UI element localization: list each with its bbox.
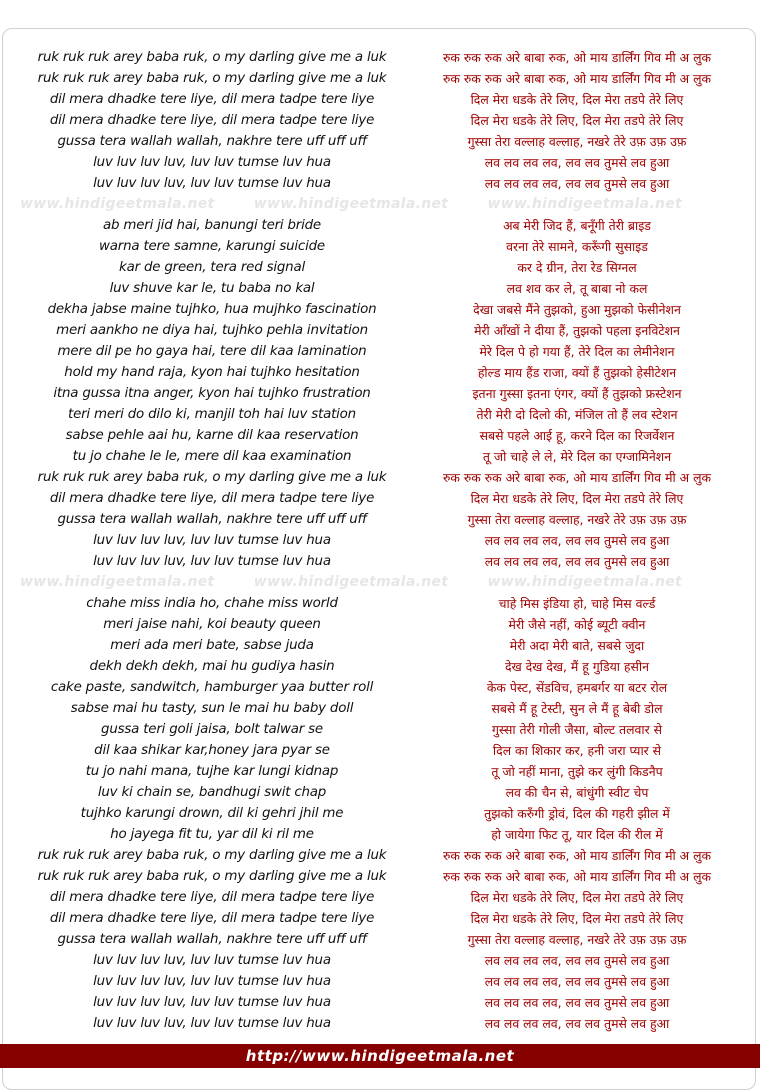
watermark-text: www.hindigeetmala.net <box>20 196 215 212</box>
watermark-text: www.hindigeetmala.net <box>253 196 449 212</box>
roman-lyric-line: tujhko karungi drown, dil ki gehri jhil me <box>80 806 344 821</box>
roman-lyric-line: kar de green, tera red signal <box>119 260 305 275</box>
hindi-lyric-line: मेरी जैसे नहीं, कोई ब्यूटी क्वीन <box>508 617 646 632</box>
hindi-lyric-line: लव की चैन से, बांधुंगी स्वीट चेप <box>505 785 649 800</box>
hindi-lyric-line: गुस्सा तेरा वल्लाह वल्लाह, नखरे तेरे उफ़ उफ़ उफ़ <box>467 134 687 149</box>
footer-url-link[interactable]: http://www.hindigeetmala.net <box>245 1047 515 1065</box>
roman-lyric-line: ab meri jid hai, banungi teri bride <box>103 218 321 233</box>
roman-lyric-line: ruk ruk ruk arey baba ruk, o my darling give me a luk <box>37 71 387 86</box>
hindi-lyric-line: लव लव लव लव, लव लव तुमसे लव हुआ <box>484 176 670 191</box>
hindi-lyric-line: दिल का शिकार कर, हनी जरा प्यार से <box>492 743 662 758</box>
hindi-lyric-line: रुक रुक रुक अरे बाबा रुक, ओ माय डार्लिंग गिव मी अ लुक <box>443 470 711 485</box>
hindi-lyric-line: रुक रुक रुक अरे बाबा रुक, ओ माय डार्लिंग गिव मी अ लुक <box>443 869 711 884</box>
roman-lyric-line: dil mera dhadke tere liye, dil mera tadpe tere liye <box>49 911 375 926</box>
hindi-lyric-line: लव लव लव लव, लव लव तुमसे लव हुआ <box>484 155 670 170</box>
hindi-lyric-line: दिल मेरा धडके तेरे लिए, दिल मेरा तडपे तेरे लिए <box>470 113 684 128</box>
watermark-text: www.hindigeetmala.net <box>20 574 215 590</box>
roman-lyric-line: ruk ruk ruk arey baba ruk, o my darling give me a luk <box>37 869 387 884</box>
roman-lyric-line: gussa tera wallah wallah, nakhre tere uff uff uff <box>57 512 367 527</box>
roman-lyric-line: dil mera dhadke tere liye, dil mera tadpe tere liye <box>49 890 375 905</box>
hindi-lyric-line: हो जायेगा फिट तू, यार दिल की रील में <box>491 827 663 842</box>
hindi-lyric-line: रुक रुक रुक अरे बाबा रुक, ओ माय डार्लिंग गिव मी अ लुक <box>443 848 711 863</box>
hindi-lyric-line: मेरे दिल पे हो गया हैं, तेरे दिल का लेमीनेशन <box>479 344 675 359</box>
roman-lyric-line: luv luv luv luv, luv luv tumse luv hua <box>93 176 331 191</box>
footer-url-bar[interactable] <box>0 1044 760 1068</box>
roman-lyric-line: dil mera dhadke tere liye, dil mera tadpe tere liye <box>49 491 375 506</box>
roman-lyric-line: cake paste, sandwitch, hamburger yaa butter roll <box>50 680 374 695</box>
hindi-lyric-line: मेरी आँखों ने दीया हैं, तुझको पहला इनविटेशन <box>474 323 680 338</box>
hindi-lyric-line: लव लव लव लव, लव लव तुमसे लव हुआ <box>484 533 670 548</box>
stanza-gap <box>403 572 751 593</box>
roman-lyric-line: luv luv luv luv, luv luv tumse luv hua <box>93 953 331 968</box>
roman-lyric-line: dekha jabse maine tujhko, hua mujhko fascination <box>47 302 377 317</box>
roman-lyric-line: tu jo nahi mana, tujhe kar lungi kidnap <box>85 764 339 779</box>
stanza-gap <box>28 194 396 215</box>
roman-lyric-line: ruk ruk ruk arey baba ruk, o my darling give me a luk <box>37 848 387 863</box>
hindi-lyric-line: रुक रुक रुक अरे बाबा रुक, ओ माय डार्लिंग गिव मी अ लुक <box>443 50 711 65</box>
roman-lyric-line: ho jayega fit tu, yar dil ki ril me <box>110 827 314 842</box>
hindi-lyric-line: इतना गुस्सा इतना एंगर, क्यों हैं तुझको फ्रस्टेशन <box>472 386 682 401</box>
hindi-lyric-line: मेरी अदा मेरी बाते, सबसे जुदा <box>509 638 645 653</box>
hindi-lyric-line: चाहे मिस इंडिया हो, चाहे मिस वर्ल्ड <box>498 596 656 611</box>
hindi-lyric-line: तुझको करुँगी ड्रोवं, दिल की गहरी झील में <box>484 806 670 821</box>
roman-lyric-line: luv luv luv luv, luv luv tumse luv hua <box>93 995 331 1010</box>
roman-lyric-line: luv ki chain se, bandhugi swit chap <box>97 785 327 800</box>
hindi-lyric-line: तू जो नहीं माना, तुझे कर लुंगी किडनैप <box>491 764 663 779</box>
stanza-gap <box>28 572 396 593</box>
roman-lyric-line: meri jaise nahi, koi beauty queen <box>103 617 321 632</box>
hindi-lyric-line: दिल मेरा धडके तेरे लिए, दिल मेरा तडपे तेरे लिए <box>470 491 684 506</box>
roman-lyric-line: luv luv luv luv, luv luv tumse luv hua <box>93 533 331 548</box>
hindi-lyric-line: देखा जबसे मैंने तुझको, हुआ मुझको फेसीनेशन <box>473 302 681 317</box>
hindi-lyric-line: सबसे मैं हू टेस्टी, सुन ले मैं हू बेबी डोल <box>491 701 663 716</box>
roman-lyric-line: sabse pehle aai hu, karne dil kaa reservation <box>65 428 359 443</box>
roman-lyric-line: meri ada meri bate, sabse juda <box>110 638 314 653</box>
roman-lyric-line: gussa tera wallah wallah, nakhre tere uff uff uff <box>57 932 367 947</box>
roman-lyric-line: dil kaa shikar kar,honey jara pyar se <box>94 743 330 758</box>
hindi-lyric-line: केक पेस्ट, सेंडविच, हमबर्गर या बटर रोल <box>486 680 668 695</box>
roman-lyric-line: warna tere samne, karungi suicide <box>99 239 325 254</box>
hindi-lyric-line: लव लव लव लव, लव लव तुमसे लव हुआ <box>484 554 670 569</box>
hindi-lyric-line: लव लव लव लव, लव लव तुमसे लव हुआ <box>484 974 670 989</box>
watermark-text: www.hindigeetmala.net <box>487 196 683 212</box>
hindi-lyric-line: अब मेरी जिद हैं, बनूँगी तेरी ब्राइड <box>503 218 651 233</box>
hindi-lyric-line: लव लव लव लव, लव लव तुमसे लव हुआ <box>484 953 670 968</box>
roman-lyric-line: tu jo chahe le le, mere dil kaa examination <box>72 449 352 464</box>
hindi-lyric-line: होल्ड माय हैंड राजा, क्यों हैं तुझको हेसीटेशन <box>477 365 677 380</box>
roman-lyric-line: sabse mai hu tasty, sun le mai hu baby doll <box>70 701 354 716</box>
roman-lyric-line: dil mera dhadke tere liye, dil mera tadpe tere liye <box>49 92 375 107</box>
roman-lyric-line: itna gussa itna anger, kyon hai tujhko frustration <box>53 386 371 401</box>
hindi-lyric-line: तू जो चाहे ले ले, मेरे दिल का एग्जामिनेशन <box>482 449 672 464</box>
roman-lyric-line: chahe miss india ho, chahe miss world <box>86 596 338 611</box>
roman-lyric-line: gussa teri goli jaisa, bolt talwar se <box>101 722 323 737</box>
hindi-lyric-line: दिल मेरा धडके तेरे लिए, दिल मेरा तडपे तेरे लिए <box>470 911 684 926</box>
hindi-lyric-line: वरना तेरे सामने, करूँगी सुसाइड <box>506 239 648 254</box>
hindi-lyric-line: लव लव लव लव, लव लव तुमसे लव हुआ <box>484 1016 670 1031</box>
roman-lyric-line: luv luv luv luv, luv luv tumse luv hua <box>93 554 331 569</box>
watermark-text: www.hindigeetmala.net <box>487 574 683 590</box>
hindi-lyric-line: दिल मेरा धडके तेरे लिए, दिल मेरा तडपे तेरे लिए <box>470 92 684 107</box>
roman-lyric-line: luv luv luv luv, luv luv tumse luv hua <box>93 1016 331 1031</box>
roman-lyric-line: mere dil pe ho gaya hai, tere dil kaa lamination <box>57 344 367 359</box>
watermark-text: www.hindigeetmala.net <box>253 574 449 590</box>
roman-lyric-line: gussa tera wallah wallah, nakhre tere uff uff uff <box>57 134 367 149</box>
roman-lyric-line: dekh dekh dekh, mai hu gudiya hasin <box>89 659 335 674</box>
roman-lyric-line: luv shuve kar le, tu baba no kal <box>109 281 315 296</box>
hindi-lyric-line: गुस्सा तेरा वल्लाह वल्लाह, नखरे तेरे उफ़ उफ़ उफ़ <box>467 512 687 527</box>
roman-lyric-line: luv luv luv luv, luv luv tumse luv hua <box>93 974 331 989</box>
hindi-lyric-line: कर दे ग्रीन, तेरा रेड सिग्नल <box>517 260 637 275</box>
hindi-lyric-line: गुस्सा तेरा वल्लाह वल्लाह, नखरे तेरे उफ़ उफ़ उफ़ <box>467 932 687 947</box>
hindi-lyric-line: दिल मेरा धडके तेरे लिए, दिल मेरा तडपे तेरे लिए <box>470 890 684 905</box>
hindi-lyric-line: रुक रुक रुक अरे बाबा रुक, ओ माय डार्लिंग गिव मी अ लुक <box>443 71 711 86</box>
hindi-lyric-line: सबसे पहले आई हू, करने दिल का रिजर्वेशन <box>479 428 675 443</box>
roman-lyric-line: meri aankho ne diya hai, tujhko pehla invitation <box>56 323 368 338</box>
roman-lyric-line: teri meri do dilo ki, manjil toh hai luv station <box>68 407 356 422</box>
stanza-gap <box>403 194 751 215</box>
hindi-lyric-line: देख देख देख, मैं हू गुडिया हसीन <box>505 659 649 674</box>
hindi-lyric-line: तेरी मेरी दो दिलो की, मंजिल तो हैं लव स्टेशन <box>476 407 678 422</box>
roman-lyrics-column <box>28 47 396 1034</box>
roman-lyric-line: ruk ruk ruk arey baba ruk, o my darling give me a luk <box>37 470 387 485</box>
roman-lyric-line: luv luv luv luv, luv luv tumse luv hua <box>93 155 331 170</box>
hindi-lyrics-column <box>403 47 751 1034</box>
roman-lyric-line: ruk ruk ruk arey baba ruk, o my darling give me a luk <box>37 50 387 65</box>
hindi-lyric-line: गुस्सा तेरी गोली जैसा, बोल्ट तलवार से <box>492 722 662 737</box>
hindi-lyric-line: लव लव लव लव, लव लव तुमसे लव हुआ <box>484 995 670 1010</box>
roman-lyric-line: hold my hand raja, kyon hai tujhko hesitation <box>64 365 360 380</box>
hindi-lyric-line: लव शव कर ले, तू बाबा नो कल <box>506 281 648 296</box>
roman-lyric-line: dil mera dhadke tere liye, dil mera tadpe tere liye <box>49 113 375 128</box>
